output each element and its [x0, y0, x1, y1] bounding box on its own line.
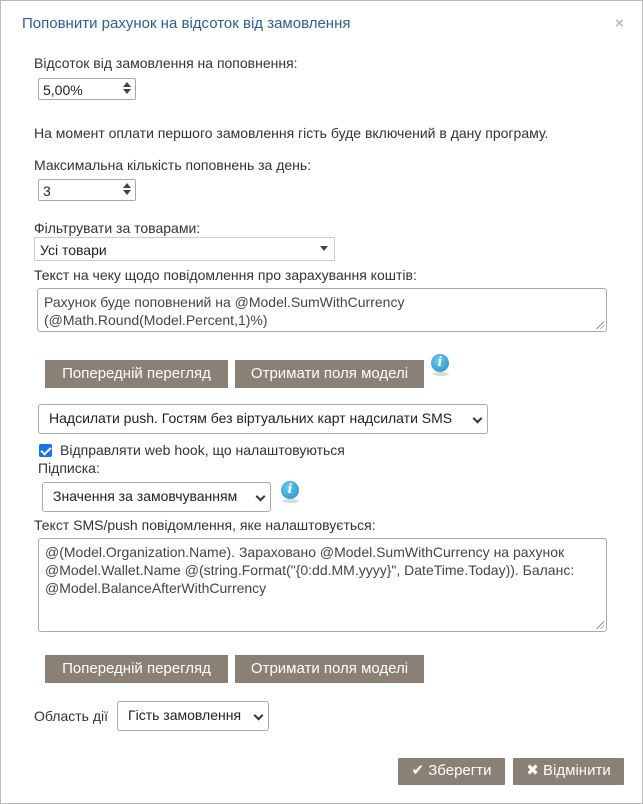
scope-value: Гість замовлення — [128, 707, 242, 723]
info-icon[interactable]: i — [281, 481, 299, 499]
max-per-day-input[interactable] — [38, 179, 136, 201]
chevron-down-icon — [473, 414, 483, 424]
dropdown-arrow-icon — [320, 246, 328, 251]
save-label: Зберегти — [428, 762, 492, 779]
cancel-button[interactable] — [513, 758, 624, 785]
max-per-day-label: Максимальна кількість поповнень за день: — [34, 157, 312, 173]
check-icon: ✔ — [411, 762, 425, 779]
filter-label: Фільтрувати за товарами: — [34, 220, 201, 236]
cancel-label: Відмінити — [543, 762, 611, 779]
percent-input[interactable] — [38, 78, 136, 100]
enrollment-note: На момент оплати першого замовлення гість буде включений в дану програму. — [34, 125, 549, 141]
webhook-label: Відправляти web hook, що налаштовуються — [60, 442, 345, 458]
sms-text: @(Model.Organization.Name). Зараховано @Model.SumWithCurrency на рахунок @Model.Wallet.Name @(string.Format("{0:dd.MM.yyyy}", DateTime.Today)). Баланс: @Model.BalanceAfterWithCurrency — [45, 544, 575, 596]
save-button[interactable] — [398, 758, 505, 785]
signature-label: Підписка: — [38, 460, 100, 476]
receipt-preview-button[interactable]: Попередній перегляд — [45, 360, 228, 388]
chevron-down-icon — [254, 711, 264, 721]
receipt-label: Текст на чеку щодо повідомлення про зарахування коштів: — [34, 267, 417, 283]
webhook-checkbox[interactable] — [39, 444, 52, 457]
filter-value: Усі товари — [40, 242, 107, 258]
chevron-down-icon — [256, 492, 266, 502]
notification-mode-select[interactable] — [38, 404, 488, 434]
sms-preview-button[interactable]: Попередній перегляд — [45, 655, 228, 683]
filter-select[interactable] — [34, 237, 335, 261]
spinner-arrows-icon[interactable] — [122, 181, 132, 199]
sms-label: Текст SMS/push повідомлення, яке налаштовується: — [34, 517, 376, 533]
receipt-textarea[interactable] — [37, 288, 607, 332]
notification-mode-value: Надсилати push. Гостям без віртуальних карт надсилати SMS — [49, 410, 453, 426]
receipt-get-fields-button[interactable]: Отримати поля моделі — [235, 360, 424, 388]
scope-select[interactable] — [117, 701, 269, 731]
sms-get-fields-button[interactable]: Отримати поля моделі — [235, 655, 424, 683]
info-shadow — [433, 372, 449, 376]
resize-grip-icon[interactable] — [596, 321, 604, 329]
signature-select[interactable] — [42, 482, 271, 512]
signature-value: Значення за замовчуванням — [53, 488, 238, 504]
info-icon[interactable]: i — [431, 354, 449, 372]
sms-textarea[interactable] — [38, 538, 607, 632]
receipt-text: Рахунок буде поповнений на @Model.SumWithCurrency (@Math.Round(Model.Percent,1)%) — [44, 294, 405, 328]
dialog-title: Поповнити рахунок на відсоток від замовлення — [22, 15, 351, 32]
max-per-day-value: 3 — [43, 183, 51, 199]
close-icon[interactable]: × — [615, 15, 624, 32]
percent-label: Відсоток від замовлення на поповнення: — [34, 55, 298, 71]
info-shadow — [283, 499, 299, 503]
scope-label: Область дії — [34, 708, 108, 724]
cross-icon: ✖ — [526, 762, 539, 779]
spinner-arrows-icon[interactable] — [122, 80, 132, 98]
percent-value: 5,00% — [43, 82, 83, 98]
resize-grip-icon[interactable] — [596, 621, 604, 629]
